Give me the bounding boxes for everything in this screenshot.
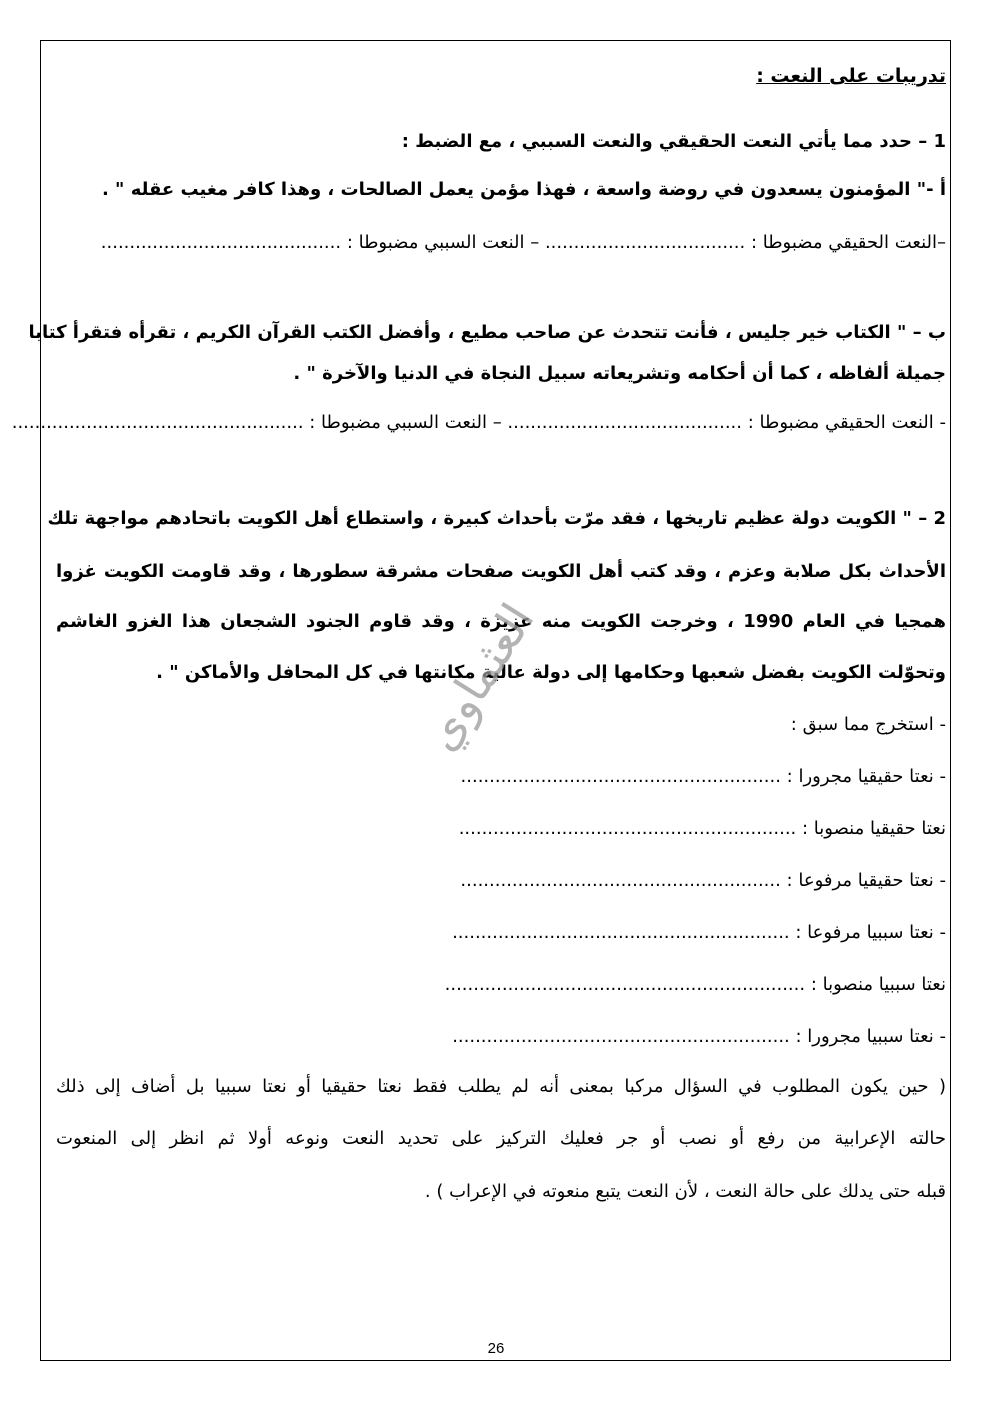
answer-item-3: - نعتا حقيقيا مرفوعا : ........................................................ <box>460 870 946 891</box>
question-2-line2: الأحداث بكل صلابة وعزم ، وقد كتب أهل الكويت صفحات مشرقة سطورها ، وقد قاومت الكويت غزوا <box>56 561 946 582</box>
answer-item-5: نعتا سببيا منصوبا : ............................................................... <box>444 974 946 995</box>
answer-item-1: - نعتا حقيقيا مجرورا : ........................................................ <box>460 766 946 787</box>
question-2-line4: وتحوّلت الكويت بفضل شعبها وحكامها إلى دولة عالية مكانتها في كل المحافل والأماكن " . <box>156 662 946 683</box>
extract-instruction: - استخرج مما سبق : <box>790 714 946 735</box>
question-1-header: 1 – حدد مما يأتي النعت الحقيقي والنعت السببي ، مع الضبط : <box>401 131 946 152</box>
answer-item-6: - نعتا سببيا مجرورا : ........................................................... <box>452 1026 946 1047</box>
question-1b-text-line2: جميلة ألفاظه ، كما أن أحكامه وتشريعاته سبيل النجاة في الدنيا والآخرة " . <box>293 363 946 384</box>
question-1a-answer: –النعت الحقيقي مضبوطا : ................................... – النعت السببي مضبوطا : .......................................... <box>100 232 946 253</box>
note-line2: حالته الإعرابية من رفع أو نصب أو جر فعليك التركيز على تحديد النعت ونوعه أولا ثم انظر إلى المنعوت <box>56 1128 946 1149</box>
page-number: 26 <box>487 1340 505 1357</box>
question-2-line3: همجيا في العام 1990 ، وخرجت الكويت منه عزيزة ، وقد قاوم الجنود الشجعان هذا الغزو الغاشم <box>56 611 946 632</box>
question-1a-text: أ -" المؤمنون يسعدون في روضة واسعة ، فهذا مؤمن يعمل الصالحات ، وهذا كافر مغيب عقله " . <box>101 179 946 200</box>
question-1b-answer: - النعت الحقيقي مضبوطا : ......................................... – النعت السببي مضبوطا : ................................................... <box>11 412 946 433</box>
note-line3: قبله حتى يدلك على حالة النعت ، لأن النعت يتبع منعوته في الإعراب ) . <box>424 1181 946 1202</box>
watermark: العثماوي <box>413 594 545 760</box>
page-title: تدريبات على النعت : <box>756 65 946 87</box>
answer-item-2: نعتا حقيقيا منصوبا : ........................................................... <box>458 818 946 839</box>
question-1b-text-line1: ب – " الكتاب خير جليس ، فأنت تتحدث عن صاحب مطيع ، وأفضل الكتب القرآن الكريم ، تقرأه فتقرأ كتابا <box>28 322 946 343</box>
note-line1: ( حين يكون المطلوب في السؤال مركبا بمعنى أنه لم يطلب فقط نعتا حقيقيا أو نعتا سببيا بل أضاف إلى ذلك <box>56 1076 946 1097</box>
question-2-line1: 2 – " الكويت دولة عظيم تاريخها ، فقد مرّت بأحداث كبيرة ، واستطاع أهل الكويت باتحادهم مواجهة تلك <box>47 508 946 529</box>
answer-item-4: - نعتا سببيا مرفوعا : ........................................................... <box>452 922 946 943</box>
